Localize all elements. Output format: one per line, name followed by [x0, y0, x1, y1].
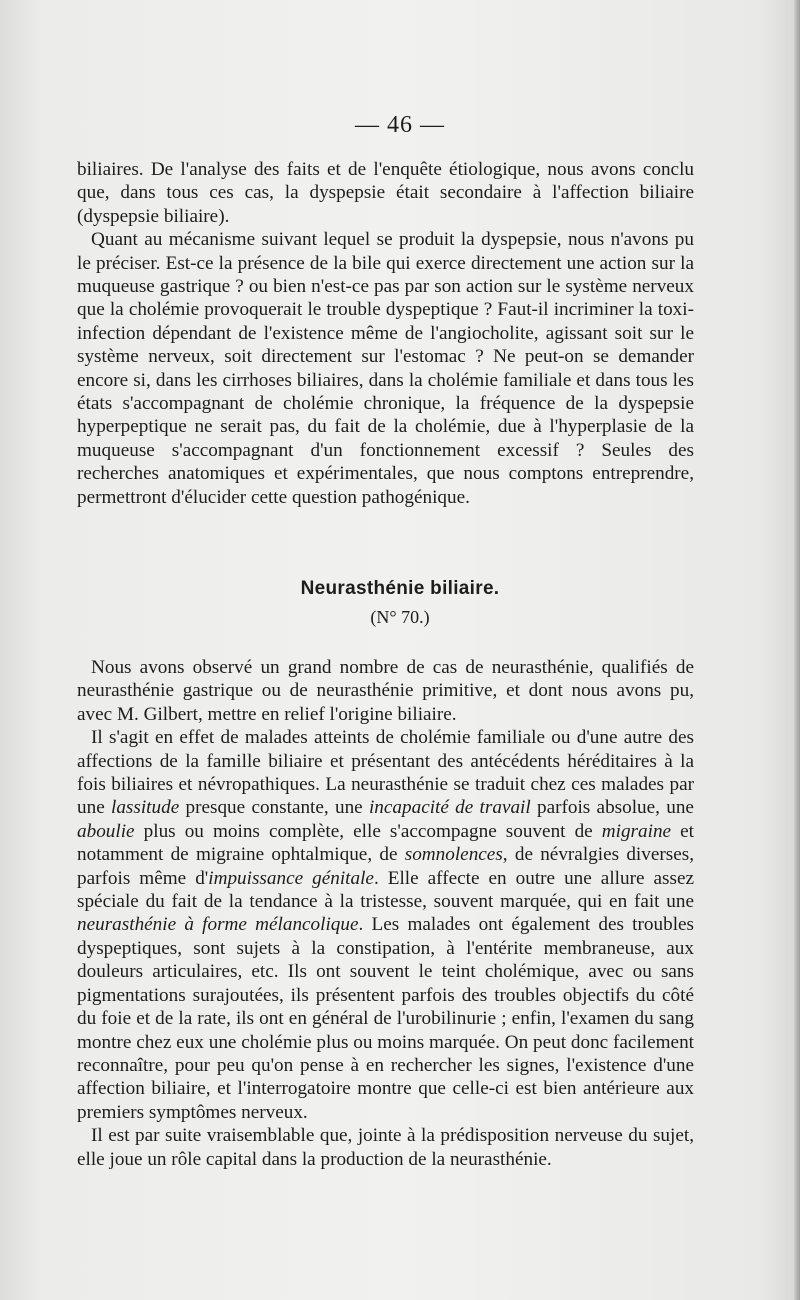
text-run: . Les malades ont également des troubles dyspeptiques, sont sujets à la constipation, à l'entérite membraneuse, aux douleurs articulaires, etc. Ils ont souvent le teint cholémique, avec ou sans pigmentations surajoutées, ils présentent parfois des troubles objectifs du côté du foie et de la rate, ils ont en général de l'urobilinurie ; enfin, l'examen du sang montre chez eux une cholémie plus ou moins marquée. On peut donc facilement reconnaître, pour peu qu'on pense à en rechercher les signes, l'existence d'une affection biliaire, et l'interrogatoire montre que celle-ci est bien antérieure aux premiers symptômes nerveux. — [77, 914, 695, 1123]
top-text-block — [77, 158, 694, 509]
text-run: , de névralgies diverses, parfois même d' — [77, 844, 694, 889]
text-run: et notamment de migraine ophtalmique, de — [77, 820, 694, 866]
italic-term-impuissance: impuissance génitale — [208, 867, 374, 889]
italic-term-incapacite: incapacité de travail — [368, 797, 531, 819]
bottom-text-block — [77, 656, 694, 1171]
text-run: Il s'agit en effet de malades atteints de cholémie familiale ou d'une autre des affections de la famille biliaire et présentant des antécédents héréditaires à la fois biliaires et névropathiques. La neurasthénie se traduit chez ces malades par une — [77, 727, 694, 819]
italic-term-migraine: migraine — [601, 820, 672, 842]
paragraph-observation: Nous avons observé un grand nombre de cas de neurasthénie, qualifiés de neurasthénie gastrique ou de neurasthénie primitive, et dont nous avons pu, avec M. Gilbert, mettre en relief l'origine biliaire. — [77, 657, 694, 725]
text-run: parfois absolue, une — [530, 797, 694, 819]
section-title: Neurasthénie biliaire. — [300, 578, 500, 599]
paragraph-conclusion: Il est par suite vraisemblable que, jointe à la prédisposition nerveuse du sujet, elle joue un rôle capital dans la production de la neurasthénie. — [77, 1125, 694, 1170]
section-reference: (N° 70.) — [370, 607, 430, 627]
text-run: . Elle affecte en outre une allure assez spéciale du fait de la tendance à la tristesse, souvent marquée, qui en fait une — [77, 867, 694, 913]
italic-term-lassitude: lassitude — [110, 797, 180, 819]
paragraph-symptoms — [77, 726, 694, 1124]
italic-term-neurasthenie-melancolique: neurasthénie à forme mélancolique — [77, 914, 359, 936]
italic-term-somnolences: somnolences — [404, 844, 503, 866]
text-run: plus ou moins complète, elle s'accompagne souvent de — [134, 820, 602, 842]
page-edge — [794, 0, 800, 1300]
paragraph-mechanism: Quant au mécanisme suivant lequel se produit la dyspepsie, nous n'avons pu le préciser. Est-ce la présence de la bile qui exerce directement une action sur la muqueuse gastrique ? ou bien n'est-ce pas par son action sur le système nerveux que la cholémie provoquerait le trouble dyspeptique ? Faut-il incriminer la toxi-infection dépendant de l'existence même de l'angiocholite, agissant soit sur le système nerveux, soit directement sur l'estomac ? Ne peut-on se demander encore si, dans les cirrhoses biliaires, dans la cholémie familiale et dans tous les états s'accompagnant de cholémie chronique, la fréquence de la dyspepsie hyperpeptique ne serait pas, du fait de la cholémie, due à l'hyperplasie de la muqueuse s'accompagnant d'un fonctionnement excessif ? Seules des recherches anatomiques et expérimentales, que nous comptons entreprendre, permettront d'élucider cette question pathogénique. — [77, 229, 694, 508]
italic-term-aboulie: aboulie — [77, 820, 135, 842]
paragraph-continuation: biliaires. De l'analyse des faits et de l'enquête étiologique, nous avons conclu que, dans tous ces cas, la dyspepsie était secondaire à l'affection biliaire (dyspepsie biliaire). — [77, 159, 694, 227]
page-number: — 46 — — [355, 112, 445, 138]
text-run: presque constante, une — [179, 797, 369, 819]
